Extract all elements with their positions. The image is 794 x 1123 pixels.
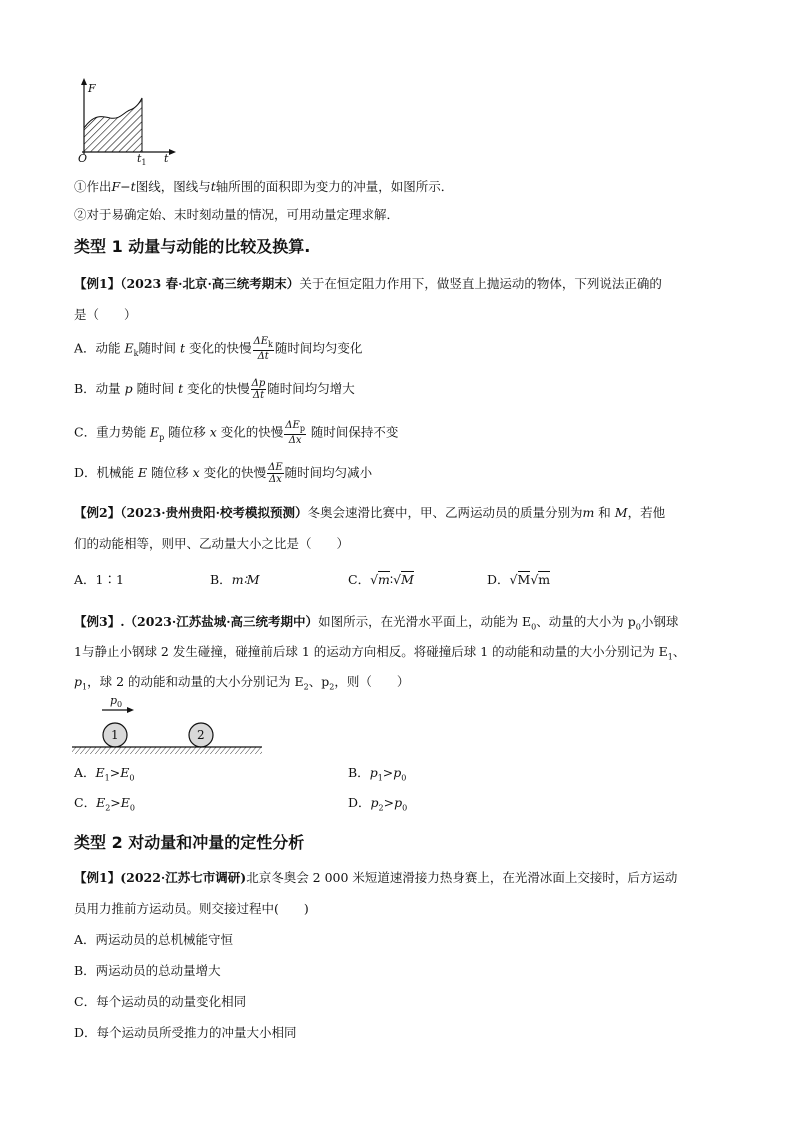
example3-option-c: C．$E_2>E_0$ [74,795,135,813]
example3-option-a: A．$E_1>E_0$ [74,765,135,783]
example1-option-d: D．机械能 E 随位移 x 变化的快慢 $\frac{\Delta E}{\Delta x}$ 随时间均匀减小 [74,462,373,485]
example1-option-b: B．动量 p 随时间 t 变化的快慢 $\frac{\Delta p}{\Delta t}$ 随时间均匀增大 [74,378,355,401]
example3-option-d: D．$p_2>p_0$ [348,795,408,813]
example3-option-b: B．$p_1>p_0$ [348,765,407,783]
ground-hatch [72,747,262,754]
example2-stem-line1: 【例2】（2023·贵州贵阳·校考模拟预测）冬奥会速滑比赛中，甲、乙两运动员的质量分别为m 和 M，若他 [74,505,666,520]
example4-option-a: A．两运动员的总机械能守恒 [74,932,234,947]
example4-option-c: C．每个运动员的动量变化相同 [74,994,247,1009]
example3-stem-line1: 【例3】.（2023·江苏盐城·高三统考期中）如图所示，在光滑水平面上，动能为 $E_0$、动量的大小为 $p_0$小钢球 [74,614,679,632]
example2-option-c: C．√m∶√M [348,572,414,587]
example4-stem-line2: 员用力推前方运动员。则交接过程中( ) [74,901,309,916]
ft-axis-x-label: t [164,152,169,165]
ft-axis-y-label: F [88,82,96,95]
example4-stem-line1: 【例1】(2022·江苏七市调研)北京冬奥会 2 000 米短道速滑接力热身赛上，在光滑冰面上交接时，后方运动 [74,870,678,885]
ft-tick-label: $t_1$ [137,152,147,168]
ft-origin-label: O [78,152,88,165]
example3-stem-line3: $p_1$，球 2 的动能和动量的大小分别记为 $E_2$、$p_2$，则（ ） [74,674,410,692]
example4-option-d: D．每个运动员所受推力的冲量大小相同 [74,1025,297,1040]
intro-line-1: ①作出F−t图线，图线与t轴所围的面积即为变力的冲量，如图所示． [74,179,454,194]
example4-option-b: B．两运动员的总动量增大 [74,963,221,978]
collision-figure [72,692,264,756]
intro-line-2: ②对于易确定始、末时刻动量的情况，可用动量定理求解． [74,207,400,222]
example2-stem-line2: 们的动能相等，则甲、乙动量大小之比是（ ） [74,536,350,551]
ball-2-label: 2 [197,728,205,742]
example2-option-a: A．1∶1 [74,572,124,587]
impulse-area [84,98,142,152]
example2-option-d: D．√M√m [487,572,551,587]
example1-option-c: C．重力势能 $E_p$ 随位移 x 变化的快慢 $\frac{\Delta E_p}{\Delta x}$ 随时间保持不变 [74,420,399,446]
example1-stem-line2: 是（ ） [74,307,137,322]
ball-1-label: 1 [111,728,119,742]
section-heading-type1: 类型 1 动量与动能的比较及换算. [74,237,311,256]
example1-stem-line1: 【例1】（2023 春·北京·高三统考期末）关于在恒定阻力作用下，做竖直上抛运动的物体，下列说法正确的 [74,276,662,291]
example2-option-b: B．m∶M [210,572,260,587]
example3-stem-line2: 1与静止小钢球 2 发生碰撞，碰撞前后球 1 的运动方向相反。将碰撞后球 1 的动能和动量的大小分别记为 $E_1$、 [74,644,686,662]
collision-p0-label: $p_0$ [110,694,123,710]
section-heading-type2: 类型 2 对动量和冲量的定性分析 [74,833,305,852]
example1-option-a: A．动能 $E_k$随时间 t 变化的快慢 $\frac{\Delta E_k}{\Delta t}$ 随时间均匀变化 [74,336,363,362]
